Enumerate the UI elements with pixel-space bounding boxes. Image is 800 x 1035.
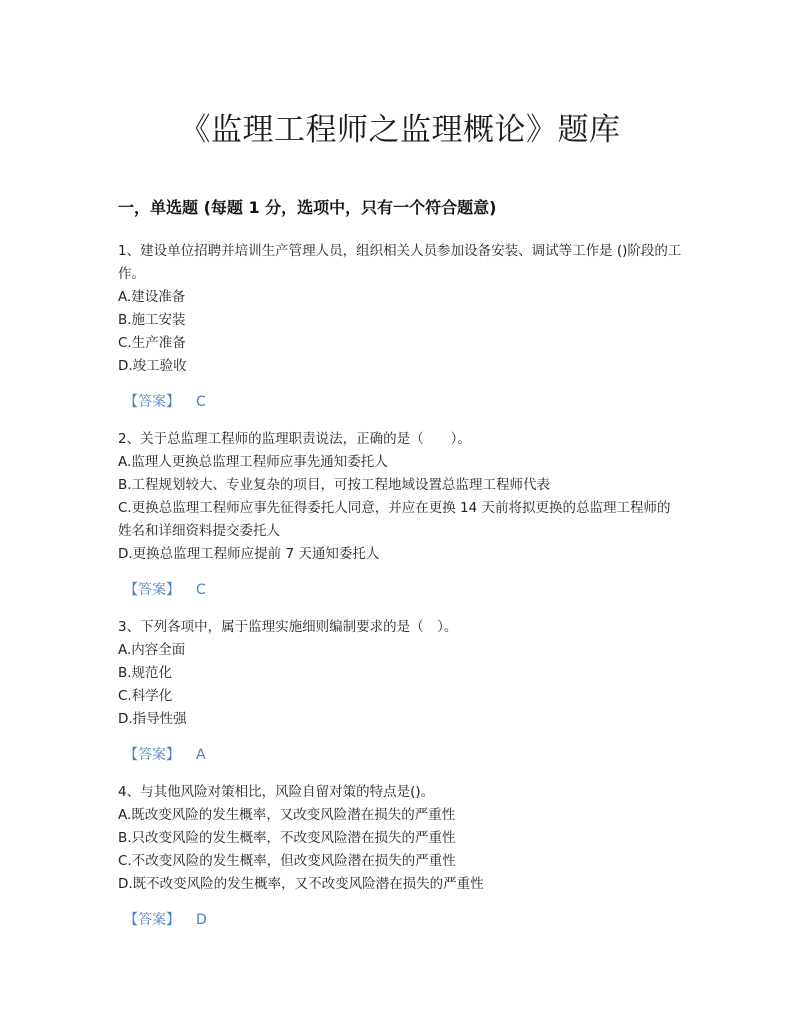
answer-value: A — [196, 747, 206, 763]
question-2 — [118, 428, 682, 602]
option-b: B.工程规划较大、专业复杂的项目，可按工程地域设置总监理工程师代表 — [118, 477, 551, 493]
answer-label: 【答案】 — [124, 912, 180, 928]
answer-label: 【答案】 — [124, 582, 180, 598]
question-stem: 3、下列各项中，属于监理实施细则编制要求的是（ ）。 — [118, 619, 458, 635]
option-a: A.既改变风险的发生概率，又改变风险潜在损失的严重性 — [118, 807, 456, 823]
option-d: D.指导性强 — [118, 711, 187, 727]
answer-value: C — [196, 582, 206, 598]
section-heading: 一，单选题 (每题 1 分，选项中，只有一个符合题意) — [118, 198, 497, 217]
document-title: 《监理工程师之监理概论》题库 — [179, 112, 621, 148]
answer-label: 【答案】 — [124, 394, 180, 410]
question-stem: 2、关于总监理工程师的监理职责说法，正确的是（ ）。 — [118, 431, 471, 447]
answer-value: D — [196, 912, 207, 928]
answer-label: 【答案】 — [124, 747, 180, 763]
question-1 — [118, 240, 682, 414]
answer-value: C — [196, 394, 206, 410]
option-c: C.更换总监理工程师应事先征得委托人同意，并应在更换 14 天前将拟更换的总监理工程师的姓名和详细资料提交委托人 — [118, 500, 671, 539]
answer-row — [118, 743, 682, 767]
question-list — [118, 240, 682, 946]
option-a: A.监理人更换总监理工程师应事先通知委托人 — [118, 454, 388, 470]
question-stem: 4、与其他风险对策相比，风险自留对策的特点是()。 — [118, 784, 435, 800]
question-stem: 1、建设单位招聘并培训生产管理人员，组织相关人员参加设备安装、调试等工作是 ()阶段的工作。 — [118, 243, 682, 282]
option-b: B.只改变风险的发生概率，不改变风险潜在损失的严重性 — [118, 830, 456, 846]
option-a: A.建设准备 — [118, 289, 186, 305]
question-4 — [118, 781, 682, 932]
option-d: D.更换总监理工程师应提前 7 天通知委托人 — [118, 546, 380, 562]
option-b: B.规范化 — [118, 665, 173, 681]
option-b: B.施工安装 — [118, 312, 186, 328]
answer-row — [118, 390, 682, 414]
option-c: C.不改变风险的发生概率，但改变风险潜在损失的严重性 — [118, 853, 456, 869]
option-d: D.竣工验收 — [118, 358, 187, 374]
answer-row — [118, 908, 682, 932]
answer-row — [118, 578, 682, 602]
question-3 — [118, 616, 682, 767]
option-a: A.内容全面 — [118, 642, 186, 658]
option-c: C.科学化 — [118, 688, 173, 704]
option-c: C.生产准备 — [118, 335, 186, 351]
option-d: D.既不改变风险的发生概率，又不改变风险潜在损失的严重性 — [118, 876, 484, 892]
